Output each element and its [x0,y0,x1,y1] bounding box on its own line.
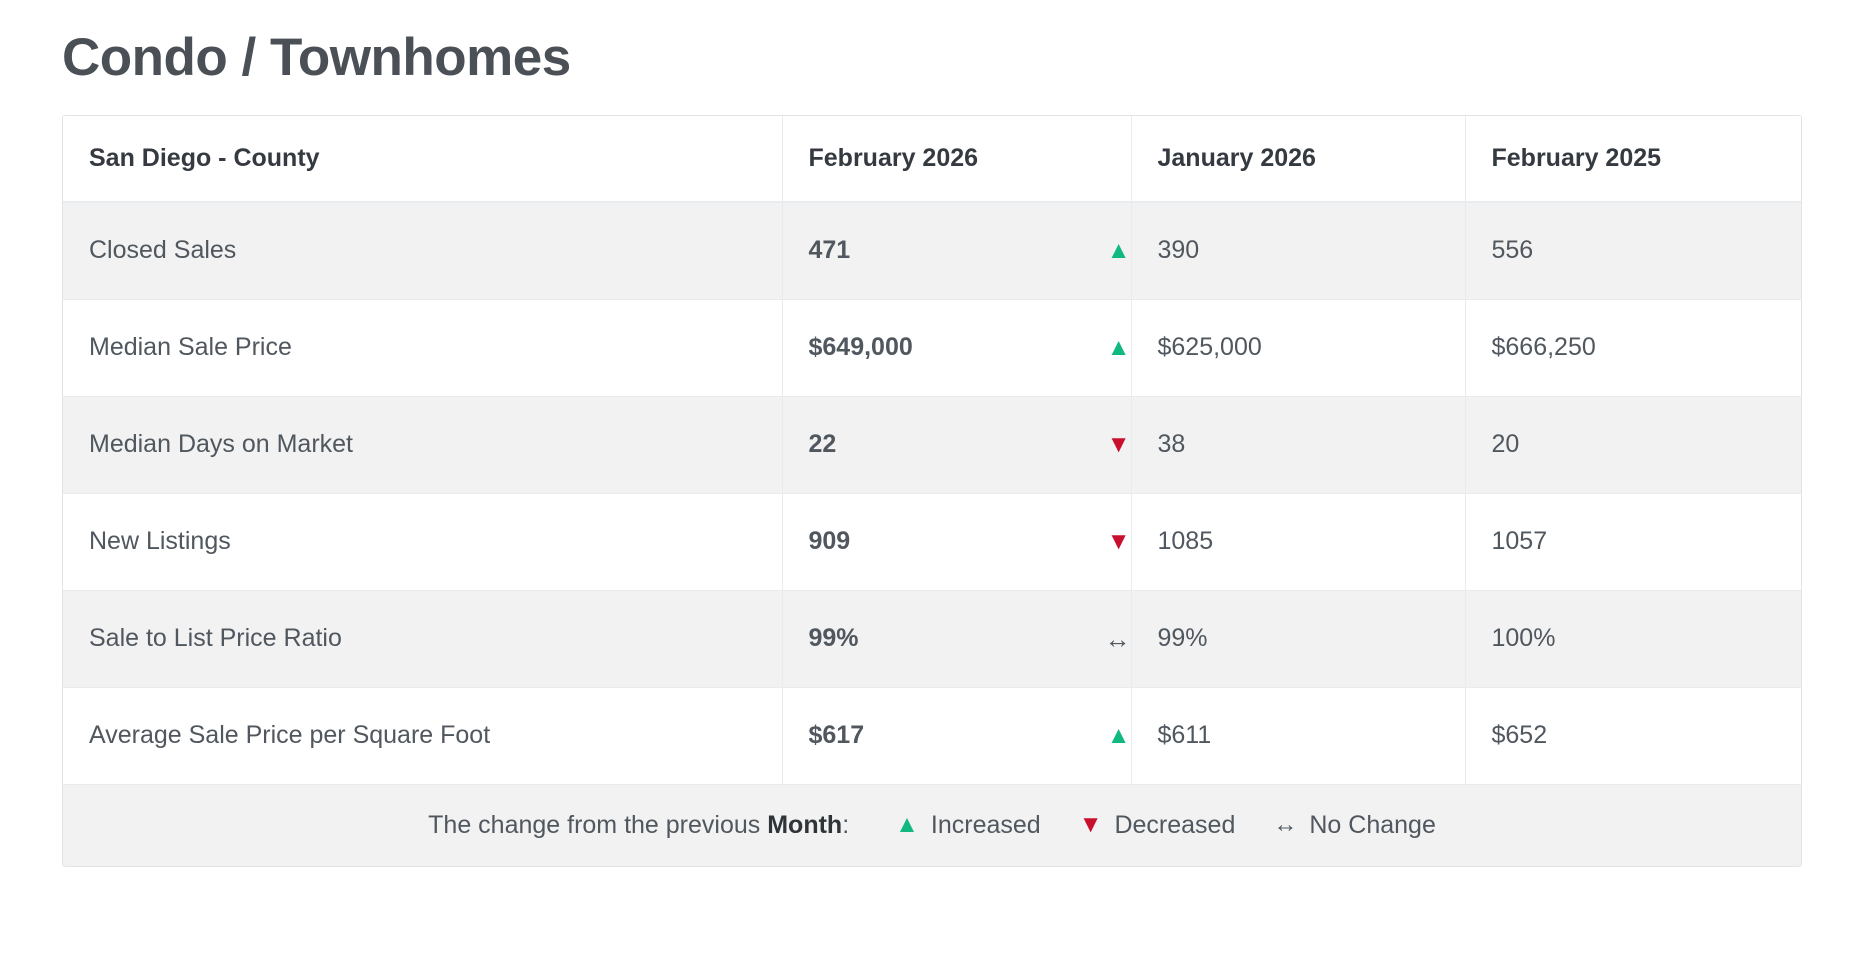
legend-item-increased [895,811,1041,840]
triangle-up-icon: ▲ [1106,236,1131,264]
table-row [63,590,1801,687]
legend-lead-prefix: The change from the previous [428,810,768,839]
table-row [63,396,1801,493]
left-right-arrow-icon: ↔ [1273,811,1298,839]
row-previous-month-value: $625,000 [1131,299,1465,396]
row-previous-year-value: 556 [1465,202,1801,300]
legend-cell [63,784,1801,866]
row-current-value: 909 [808,527,851,556]
triangle-down-icon: ▼ [1106,527,1131,555]
legend-label-decreased: Decreased [1114,810,1236,839]
column-header-previous-month: January 2026 [1131,116,1465,202]
row-current-value-cell [782,590,1131,687]
row-label: Median Days on Market [63,396,782,493]
row-previous-year-value: 100% [1465,590,1801,687]
table-row [63,687,1801,784]
legend [73,811,1791,840]
row-previous-month-value: 99% [1131,590,1465,687]
row-label: Closed Sales [63,202,782,300]
table-row [63,493,1801,590]
row-previous-year-value: 20 [1465,396,1801,493]
row-current-value-cell [782,396,1131,493]
triangle-up-icon: ▲ [1106,721,1131,749]
legend-item-no-change [1273,811,1435,840]
row-current-value-cell [782,687,1131,784]
legend-label-increased: Increased [930,810,1041,839]
row-previous-month-value: 390 [1131,202,1465,300]
row-previous-year-value: 1057 [1465,493,1801,590]
table-footer [63,784,1801,866]
column-header-region: San Diego - County [63,116,782,202]
row-current-value-cell [782,299,1131,396]
triangle-down-icon: ▼ [1078,811,1103,839]
market-stats-table [63,116,1801,866]
page-title: Condo / Townhomes [62,28,571,87]
stats-table-container [62,115,1802,867]
table-header-row [63,116,1801,202]
triangle-down-icon: ▼ [1106,430,1131,458]
row-previous-month-value: 38 [1131,396,1465,493]
triangle-up-icon: ▲ [1106,333,1131,361]
row-current-value: 99% [808,624,859,653]
row-label: New Listings [63,493,782,590]
legend-row [63,784,1801,866]
row-previous-month-value: $611 [1131,687,1465,784]
left-right-arrow-icon: ↔ [1104,623,1131,654]
row-previous-year-value: $652 [1465,687,1801,784]
row-previous-month-value: 1085 [1131,493,1465,590]
legend-label-no-change: No Change [1309,810,1436,839]
legend-lead-suffix: : [842,810,850,839]
table-row [63,202,1801,300]
triangle-up-icon: ▲ [895,811,919,839]
column-header-current-month: February 2026 [782,116,1131,202]
row-current-value: $617 [808,721,865,750]
legend-item-decreased [1079,811,1236,840]
row-current-value: 22 [808,430,837,459]
row-previous-year-value: $666,250 [1465,299,1801,396]
row-current-value-cell [782,493,1131,590]
legend-lead-period: Month [767,810,843,839]
row-current-value: $649,000 [808,333,913,362]
table-body [63,202,1801,785]
table-header [63,116,1801,202]
row-label: Sale to List Price Ratio [63,590,782,687]
row-current-value: 471 [808,236,851,265]
row-label: Average Sale Price per Square Foot [63,687,782,784]
table-row [63,299,1801,396]
legend-lead [428,811,849,840]
row-current-value-cell [782,202,1131,300]
column-header-previous-year: February 2025 [1465,116,1801,202]
row-label: Median Sale Price [63,299,782,396]
